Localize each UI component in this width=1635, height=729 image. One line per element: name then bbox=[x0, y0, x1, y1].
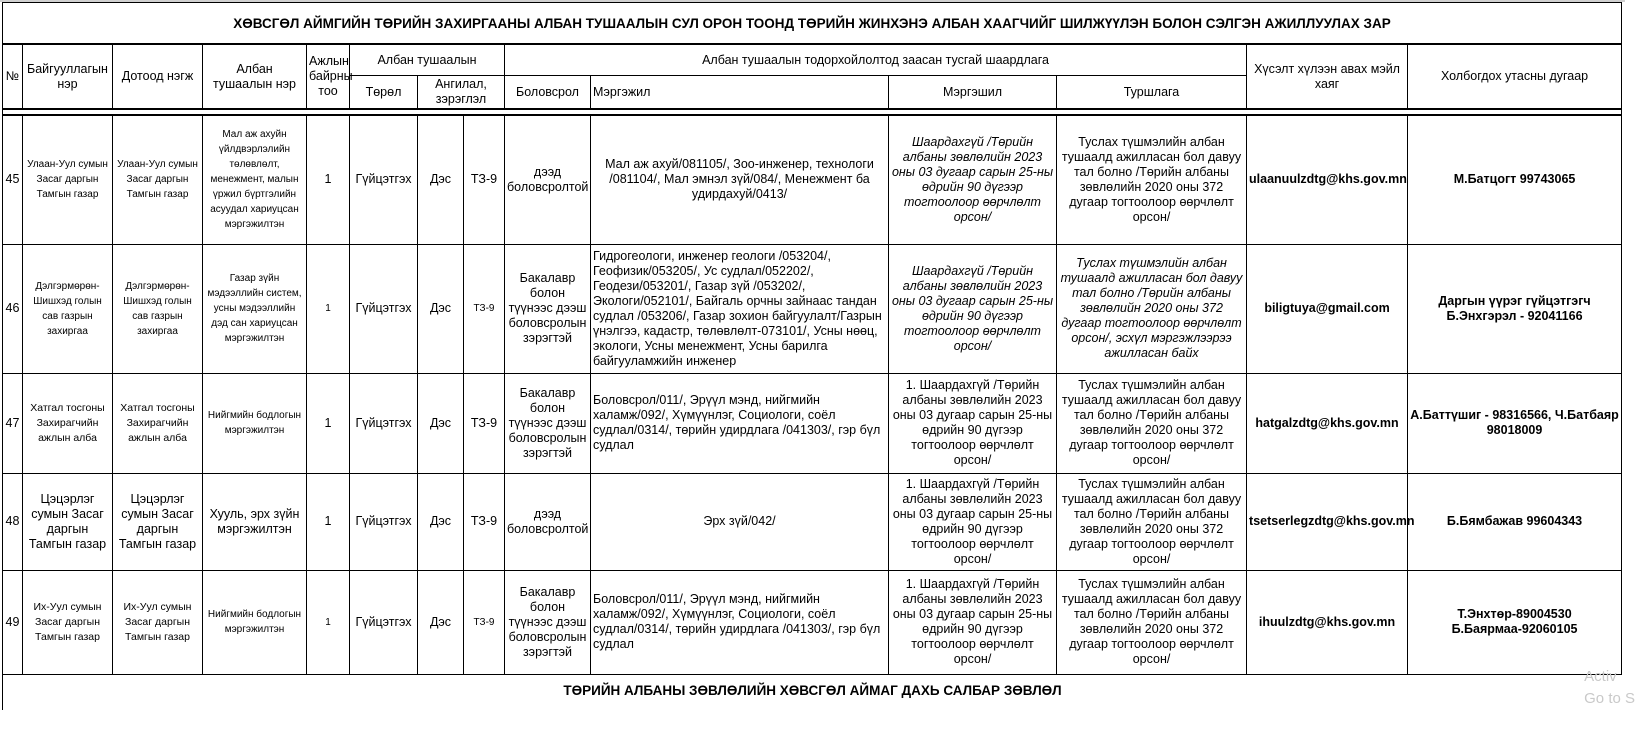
header-education: Боловсрол bbox=[505, 76, 591, 110]
table-row bbox=[3, 244, 1622, 373]
cell-no: 47 bbox=[3, 373, 23, 473]
cell-class: Дэс bbox=[418, 373, 464, 473]
cell-profession: Гидрогеологи, инженер геологи /053204/, Геофизик/053205/, Ус судлал/052202/, Геодези/053201/, Газар зүй /053202/, Экологи/052101/, Байгаль орчны зайнаас тандан судлал /053206/, Газар зохион байгуулалт/Газрын үнэлгээ, кадастр, төлөвлөлт-073101/, Усны нөөц, экологи, Усны менежмент, Усны барилга байгууламжийн инженер bbox=[591, 244, 889, 373]
cell-email: tsetserlegzdtg@khs.gov.mn bbox=[1247, 473, 1408, 570]
header-count: Ажлын байрны тоо bbox=[307, 45, 350, 110]
footer-council-title: ТӨРИЙН АЛБАНЫ ЗӨВЛӨЛИЙН ХӨВСГӨЛ АЙМАГ ДАХЬ САЛБАР ЗӨВЛӨЛ bbox=[2, 670, 1622, 710]
cell-experience: Туслах түшмэлийн албан тушаалд ажилласан бол давуу тал болно /Төрийн албаны зөвлөлийн 2020 оны 372 дугаар тогтоолоор өөрчлөлт орсон/ bbox=[1057, 570, 1247, 674]
header-experience: Туршлага bbox=[1057, 76, 1247, 110]
cell-type: Гүйцэтгэх bbox=[350, 115, 418, 244]
cell-email: hatgalzdtg@khs.gov.mn bbox=[1247, 373, 1408, 473]
cell-count: 1 bbox=[307, 473, 350, 570]
header-type: Төрөл bbox=[350, 76, 418, 110]
header-org: Байгууллагын нэр bbox=[23, 45, 113, 110]
cell-unit: Дэлгэрмөрөн-Шишхэд голын сав газрын захиргаа bbox=[113, 244, 203, 373]
cell-position: Газар зүйн мэдээллийн систем, усны мэдээллийн дэд сан хариуцсан мэргэжилтэн bbox=[203, 244, 307, 373]
cell-email: ihuulzdtg@khs.gov.mn bbox=[1247, 570, 1408, 674]
cell-type: Гүйцэтгэх bbox=[350, 244, 418, 373]
cell-grade: ТЗ-9 bbox=[464, 115, 505, 244]
cell-unit: Хатгал тосгоны Захирагчийн ажлын алба bbox=[113, 373, 203, 473]
cell-position: Нийгмийн бодлогын мэргэжилтэн bbox=[203, 373, 307, 473]
cell-no: 49 bbox=[3, 570, 23, 674]
cell-grade: ТЗ-9 bbox=[464, 570, 505, 674]
cell-phone: Т.Энхтөр-89004530 Б.Баярмаа-92060105 bbox=[1408, 570, 1622, 674]
cell-org: Дэлгэрмөрөн-Шишхэд голын сав газрын захиргаа bbox=[23, 244, 113, 373]
vacancy-table bbox=[2, 44, 1622, 675]
cell-education: дээд боловсролтой bbox=[505, 115, 591, 244]
cell-experience: Туслах түшмэлийн албан тушаалд ажилласан бол давуу тал болно /Төрийн албаны зөвлөлийн 2020 оны 372 дугаар тогтоолоор өөрчлөлт орсон/ bbox=[1057, 473, 1247, 570]
header-category: Ангилал, зэрэглэл bbox=[418, 76, 505, 110]
cell-qualification: 1. Шаардахгүй /Төрийн албаны зөвлөлийн 2023 оны 03 дугаар сарын 25-ны өдрийн 90 дүгээр тогтоолоор өөрчлөлт орсон/ bbox=[889, 473, 1057, 570]
cell-education: Бакалавр болон түүнээс дээш боловсролын зэрэгтэй bbox=[505, 570, 591, 674]
cell-qualification: Шаардахгүй /Төрийн албаны зөвлөлийн 2023 оны 03 дугаар сарын 25-ны өдрийн 90 дүгээр тогтоолоор өөрчлөлт орсон/ bbox=[889, 115, 1057, 244]
cell-profession: Боловсрол/011/, Эрүүл мэнд, нийгмийн халамж/092/, Хүмүүнлэг, Социологи, соёл судлал/0314/, төрийн удирдлага /041303/, гэр бүл судлал bbox=[591, 570, 889, 674]
cell-grade: ТЗ-9 bbox=[464, 473, 505, 570]
cell-email: biligtuya@gmail.com bbox=[1247, 244, 1408, 373]
table-row bbox=[3, 115, 1622, 244]
cell-unit: Их-Уул сумын Засаг даргын Тамгын газар bbox=[113, 570, 203, 674]
cell-phone: А.Баттүшиг - 98316566, Ч.Батбаяр 98018009 bbox=[1408, 373, 1622, 473]
cell-position: Нийгмийн бодлогын мэргэжилтэн bbox=[203, 570, 307, 674]
cell-org: Их-Уул сумын Засаг даргын Тамгын газар bbox=[23, 570, 113, 674]
cell-count: 1 bbox=[307, 244, 350, 373]
header-phone: Холбогдох утасны дугаар bbox=[1408, 45, 1622, 110]
cell-education: Бакалавр болон түүнээс дээш боловсролын зэрэгтэй bbox=[505, 244, 591, 373]
cell-experience: Туслах түшмэлийн албан тушаалд ажилласан бол давуу тал болно /Төрийн албаны зөвлөлийн 2020 оны 372 дугаар тогтоолоор өөрчлөлт орсон/ bbox=[1057, 373, 1247, 473]
cell-type: Гүйцэтгэх bbox=[350, 373, 418, 473]
document-title: ХӨВСГӨЛ АЙМГИЙН ТӨРИЙН ЗАХИРГААНЫ АЛБАН ТУШААЛЫН СУЛ ОРОН ТООНД ТӨРИЙН ЖИНХЭНЭ АЛБАН ХААГЧИЙГ ШИЛЖҮҮЛЭН БОЛОН СЭЛГЭН АЖИЛЛУУЛАХ ЗАР bbox=[2, 2, 1622, 44]
cell-profession: Боловсрол/011/, Эрүүл мэнд, нийгмийн халамж/092/, Хүмүүнлэг, Социологи, соёл судлал/0314/, төрийн удирдлага /041303/, гэр бүл судлал bbox=[591, 373, 889, 473]
cell-profession: Мал аж ахуй/081105/, Зоо-инженер, технологи /081104/, Мал эмнэл зүй/084/, Менежмент ба удирдахуй/0413/ bbox=[591, 115, 889, 244]
cell-experience: Туслах түшмэлийн албан тушаалд ажилласан бол давуу тал болно /Төрийн албаны зөвлөлийн 2020 оны 372 дугаар тогтоолоор өөрчлөлт орсон/, эсхүл мэргэжлээрээ ажилласан байх bbox=[1057, 244, 1247, 373]
cell-position: Мал аж ахуйн үйлдвэрлэлийн төлөвлөлт, менежмент, малын үржил бүртгэлийн асуудал хариуцсан мэргэжилтэн bbox=[203, 115, 307, 244]
cell-unit: Улаан-Уул сумын Засаг даргын Тамгын газар bbox=[113, 115, 203, 244]
cell-phone: Даргын үүрэг гүйцэтгэгч Б.Энхгэрэл - 92041166 bbox=[1408, 244, 1622, 373]
cell-org: Цэцэрлэг сумын Засаг даргын Тамгын газар bbox=[23, 473, 113, 570]
cell-phone: М.Батцогт 99743065 bbox=[1408, 115, 1622, 244]
cell-count: 1 bbox=[307, 115, 350, 244]
cell-qualification: 1. Шаардахгүй /Төрийн албаны зөвлөлийн 2023 оны 03 дугаар сарын 25-ны өдрийн 90 дүгээр тогтоолоор өөрчлөлт орсон/ bbox=[889, 373, 1057, 473]
cell-unit: Цэцэрлэг сумын Засаг даргын Тамгын газар bbox=[113, 473, 203, 570]
cell-qualification: 1. Шаардахгүй /Төрийн албаны зөвлөлийн 2023 оны 03 дугаар сарын 25-ны өдрийн 90 дүгээр тогтоолоор өөрчлөлт орсон/ bbox=[889, 570, 1057, 674]
header-group-position: Албан тушаалын bbox=[350, 45, 505, 76]
cell-grade: ТЗ-9 bbox=[464, 373, 505, 473]
cell-type: Гүйцэтгэх bbox=[350, 473, 418, 570]
cell-count: 1 bbox=[307, 570, 350, 674]
table-row bbox=[3, 373, 1622, 473]
cell-org: Хатгал тосгоны Захирагчийн ажлын алба bbox=[23, 373, 113, 473]
cell-class: Дэс bbox=[418, 115, 464, 244]
cell-no: 48 bbox=[3, 473, 23, 570]
table-row bbox=[3, 473, 1622, 570]
header-unit: Дотоод нэгж bbox=[113, 45, 203, 110]
cell-class: Дэс bbox=[418, 570, 464, 674]
cell-qualification: Шаардахгүй /Төрийн албаны зөвлөлийн 2023 оны 03 дугаар сарын 25-ны өдрийн 90 дүгээр тогтоолоор өөрчлөлт орсон/ bbox=[889, 244, 1057, 373]
cell-count: 1 bbox=[307, 373, 350, 473]
table-row bbox=[3, 570, 1622, 674]
cell-experience: Туслах түшмэлийн албан тушаалд ажилласан бол давуу тал болно /Төрийн албаны зөвлөлийн 2020 оны 372 дугаар тогтоолоор өөрчлөлт орсон/ bbox=[1057, 115, 1247, 244]
watermark-line-2: Go to S bbox=[1584, 690, 1635, 707]
header-no: № bbox=[3, 45, 23, 110]
cell-grade: ТЗ-9 bbox=[464, 244, 505, 373]
header-position: Албан тушаалын нэр bbox=[203, 45, 307, 110]
cell-phone: Б.Бямбажав 99604343 bbox=[1408, 473, 1622, 570]
cell-education: дээд боловсролтой bbox=[505, 473, 591, 570]
header-email: Хүсэлт хүлээн авах мэйл хаяг bbox=[1247, 45, 1408, 110]
cell-no: 46 bbox=[3, 244, 23, 373]
cell-class: Дэс bbox=[418, 244, 464, 373]
cell-class: Дэс bbox=[418, 473, 464, 570]
cell-position: Хууль, эрх зүйн мэргэжилтэн bbox=[203, 473, 307, 570]
watermark-line-1: Activ bbox=[1584, 668, 1617, 685]
cell-org: Улаан-Уул сумын Засаг даргын Тамгын газар bbox=[23, 115, 113, 244]
cell-education: Бакалавр болон түүнээс дээш боловсролын зэрэгтэй bbox=[505, 373, 591, 473]
cell-profession: Эрх зүй/042/ bbox=[591, 473, 889, 570]
header-profession: Мэргэжил bbox=[591, 76, 889, 110]
activation-watermark bbox=[1584, 666, 1635, 710]
cell-email: ulaanuulzdtg@khs.gov.mn bbox=[1247, 115, 1408, 244]
header-group-requirements: Албан тушаалын тодорхойлолтод заасан тусгай шаардлага bbox=[505, 45, 1247, 76]
cell-type: Гүйцэтгэх bbox=[350, 570, 418, 674]
header-qualification: Мэргэшил bbox=[889, 76, 1057, 110]
cell-no: 45 bbox=[3, 115, 23, 244]
